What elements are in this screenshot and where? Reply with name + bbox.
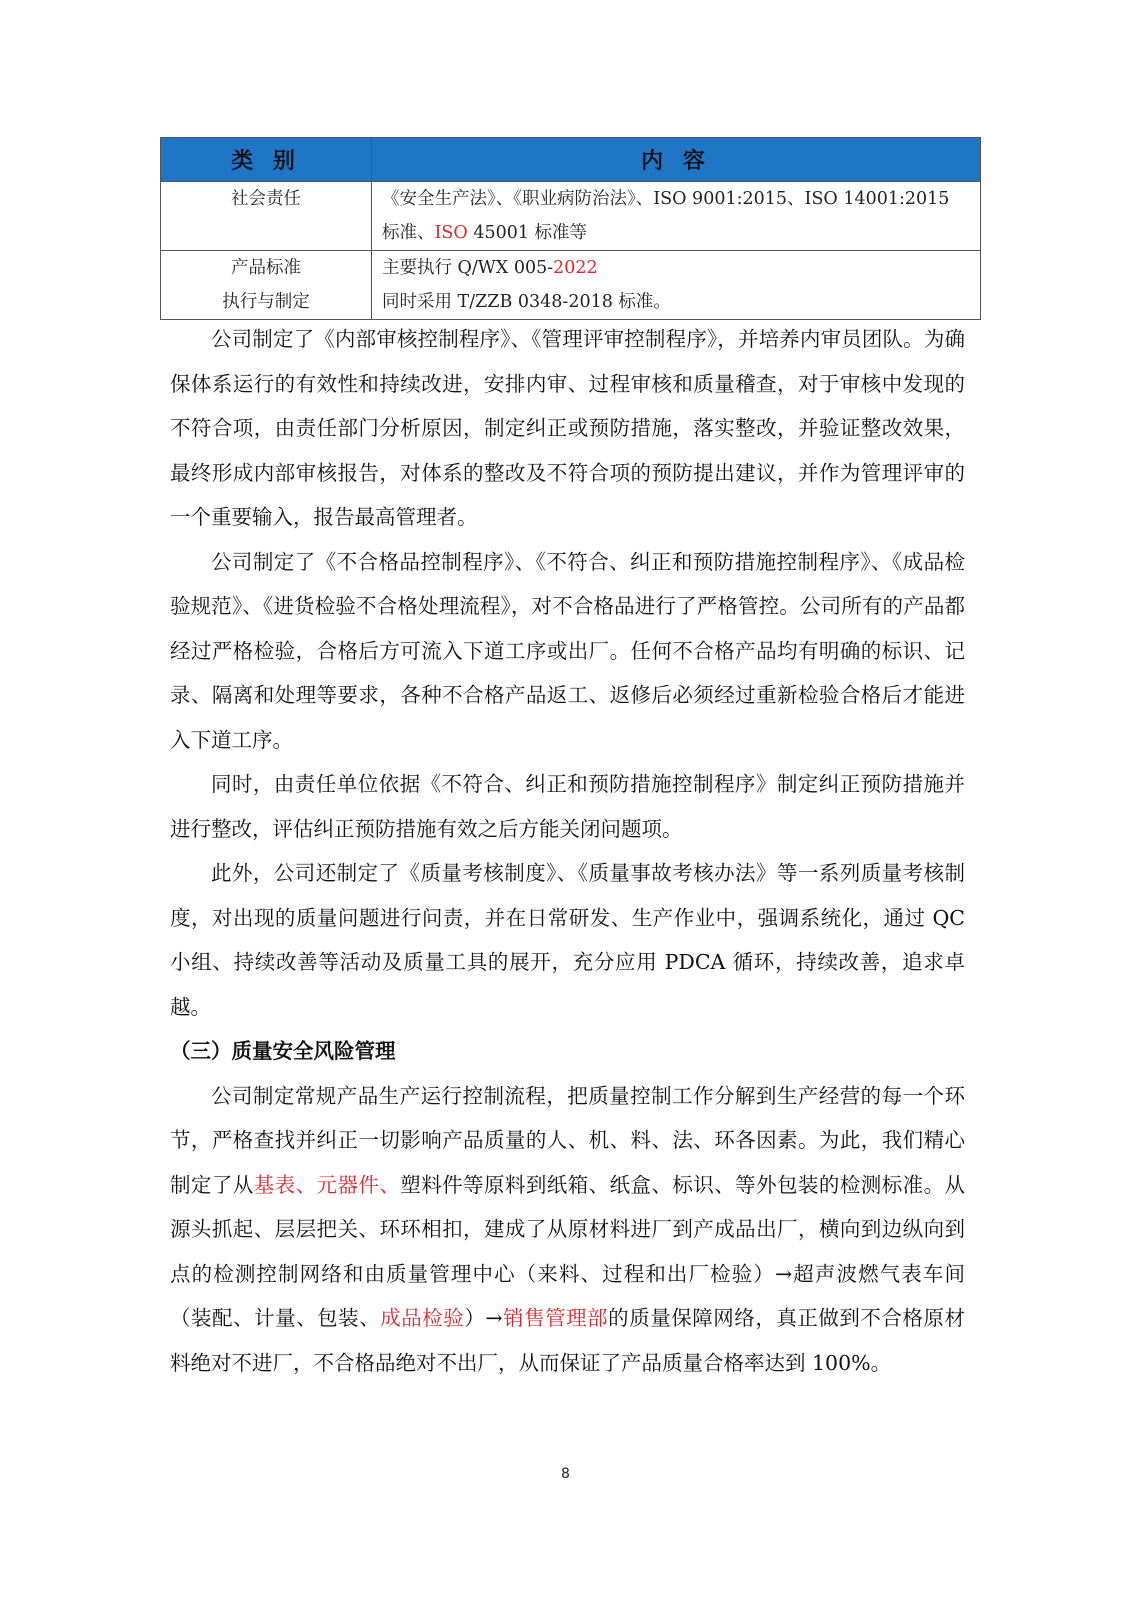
highlighted-text: 基表、元器件、 xyxy=(253,1172,401,1197)
text-run: 此外，公司还制定了《质量考核制度》、《质量事故考核办法》等一系列质量考核制度，对出现的质量问题进行问责，并在日常研发、生产作业中，强调系统化，通过 QC 小组、持续改善等活动及质量工具的展开，充分应用 PDCA 循环，持续改善，追求卓越。 xyxy=(170,861,965,1019)
content-cell xyxy=(372,182,981,251)
highlighted-text: 成品检验 xyxy=(380,1306,465,1330)
category-line: 执行与制定 xyxy=(222,292,310,312)
text-run: 同时采用 T/ZZB 0348-2018 标准。 xyxy=(382,292,671,312)
content-line xyxy=(382,285,970,319)
highlighted-text: ISO xyxy=(434,223,468,243)
header-category: 类 别 xyxy=(161,138,372,182)
page-number: 8 xyxy=(561,1466,570,1482)
paragraph xyxy=(170,540,965,763)
paragraph xyxy=(170,851,965,1029)
text-run: 同时，由责任单位依据《不符合、纠正和预防措施控制程序》制定纠正预防措施并进行整改，评估纠正预防措施有效之后方能关闭问题项。 xyxy=(170,772,965,841)
text-run: ）→ xyxy=(464,1306,503,1330)
content-line xyxy=(382,251,970,285)
category-cell xyxy=(161,251,372,320)
highlighted-text: 2022 xyxy=(553,258,598,278)
table-row xyxy=(161,182,981,251)
highlighted-text: 销售管理部 xyxy=(502,1306,609,1330)
paragraph xyxy=(170,762,965,851)
text-run: 45001 标准等 xyxy=(467,223,588,243)
paragraph xyxy=(170,1074,965,1386)
body-text xyxy=(170,317,965,1385)
text-run: （三）质量安全风险管理 xyxy=(170,1039,396,1063)
category-line: 产品标准 xyxy=(231,258,301,278)
content-cell xyxy=(372,251,981,320)
text-run: 公司制定了《不合格品控制程序》、《不符合、纠正和预防措施控制程序》、《成品检验规范》、《进货检验不合格处理流程》，对不合格品进行了严格管控。公司所有的产品都经过严格检验，合格后方可流入下道工序或出厂。任何不合格产品均有明确的标识、记录、隔离和处理等要求，各种不合格产品返工、返修后必须经过重新检验合格后才能进入下道工序。 xyxy=(170,549,965,752)
category-cell xyxy=(161,182,372,251)
table-header-row xyxy=(161,138,981,182)
content-line xyxy=(382,182,970,250)
table-row xyxy=(161,251,981,320)
category-line: 社会责任 xyxy=(231,189,301,209)
text-run: 公司制定常规产品生产运行控制流程，把质量控制工作分解到生产经营的每一个环节，严格查找并纠正一切影响产品质量的人、机、料、法、环各因素。为此，我们精心制定了从 xyxy=(170,1083,965,1197)
paragraph xyxy=(170,317,965,540)
header-content: 内 容 xyxy=(372,138,981,182)
text-run: 主要执行 Q/WX 005- xyxy=(382,258,554,278)
text-run: 塑料件等原料到纸箱、纸盒、标识、等外包装的检测标准。从源头抓起、层层把关、环环相扣，建成了从原材料进厂到产成品出厂，横向到边纵向到点的检测控制网络和由质量管理中心（来料、过程和出厂检验）→超声波燃气表车间（装配、计量、包装、 xyxy=(170,1172,966,1330)
text-run: 公司制定了《内部审核控制程序》、《管理评审控制程序》，并培养内审员团队。为确保体系运行的有效性和持续改进，安排内审、过程审核和质量稽查，对于审核中发现的不符合项，由责任部门分析原因，制定纠正或预防措施，落实整改，并验证整改效果，最终形成内部审核报告，对体系的整改及不符合项的预防提出建议，并作为管理评审的一个重要输入，报告最高管理者。 xyxy=(170,327,965,529)
text-run: 《安全生产法》、《职业病防治法》、ISO 9001:2015、ISO 14001:2015 标准、 xyxy=(382,189,950,243)
standards-table xyxy=(160,137,981,320)
text-run: 的质量保障网络，真正做到不合格原材料绝对不进厂，不合格品绝对不出厂，从而保证了产品质量合格率达到 100%。 xyxy=(170,1306,966,1375)
section-heading xyxy=(170,1029,965,1074)
